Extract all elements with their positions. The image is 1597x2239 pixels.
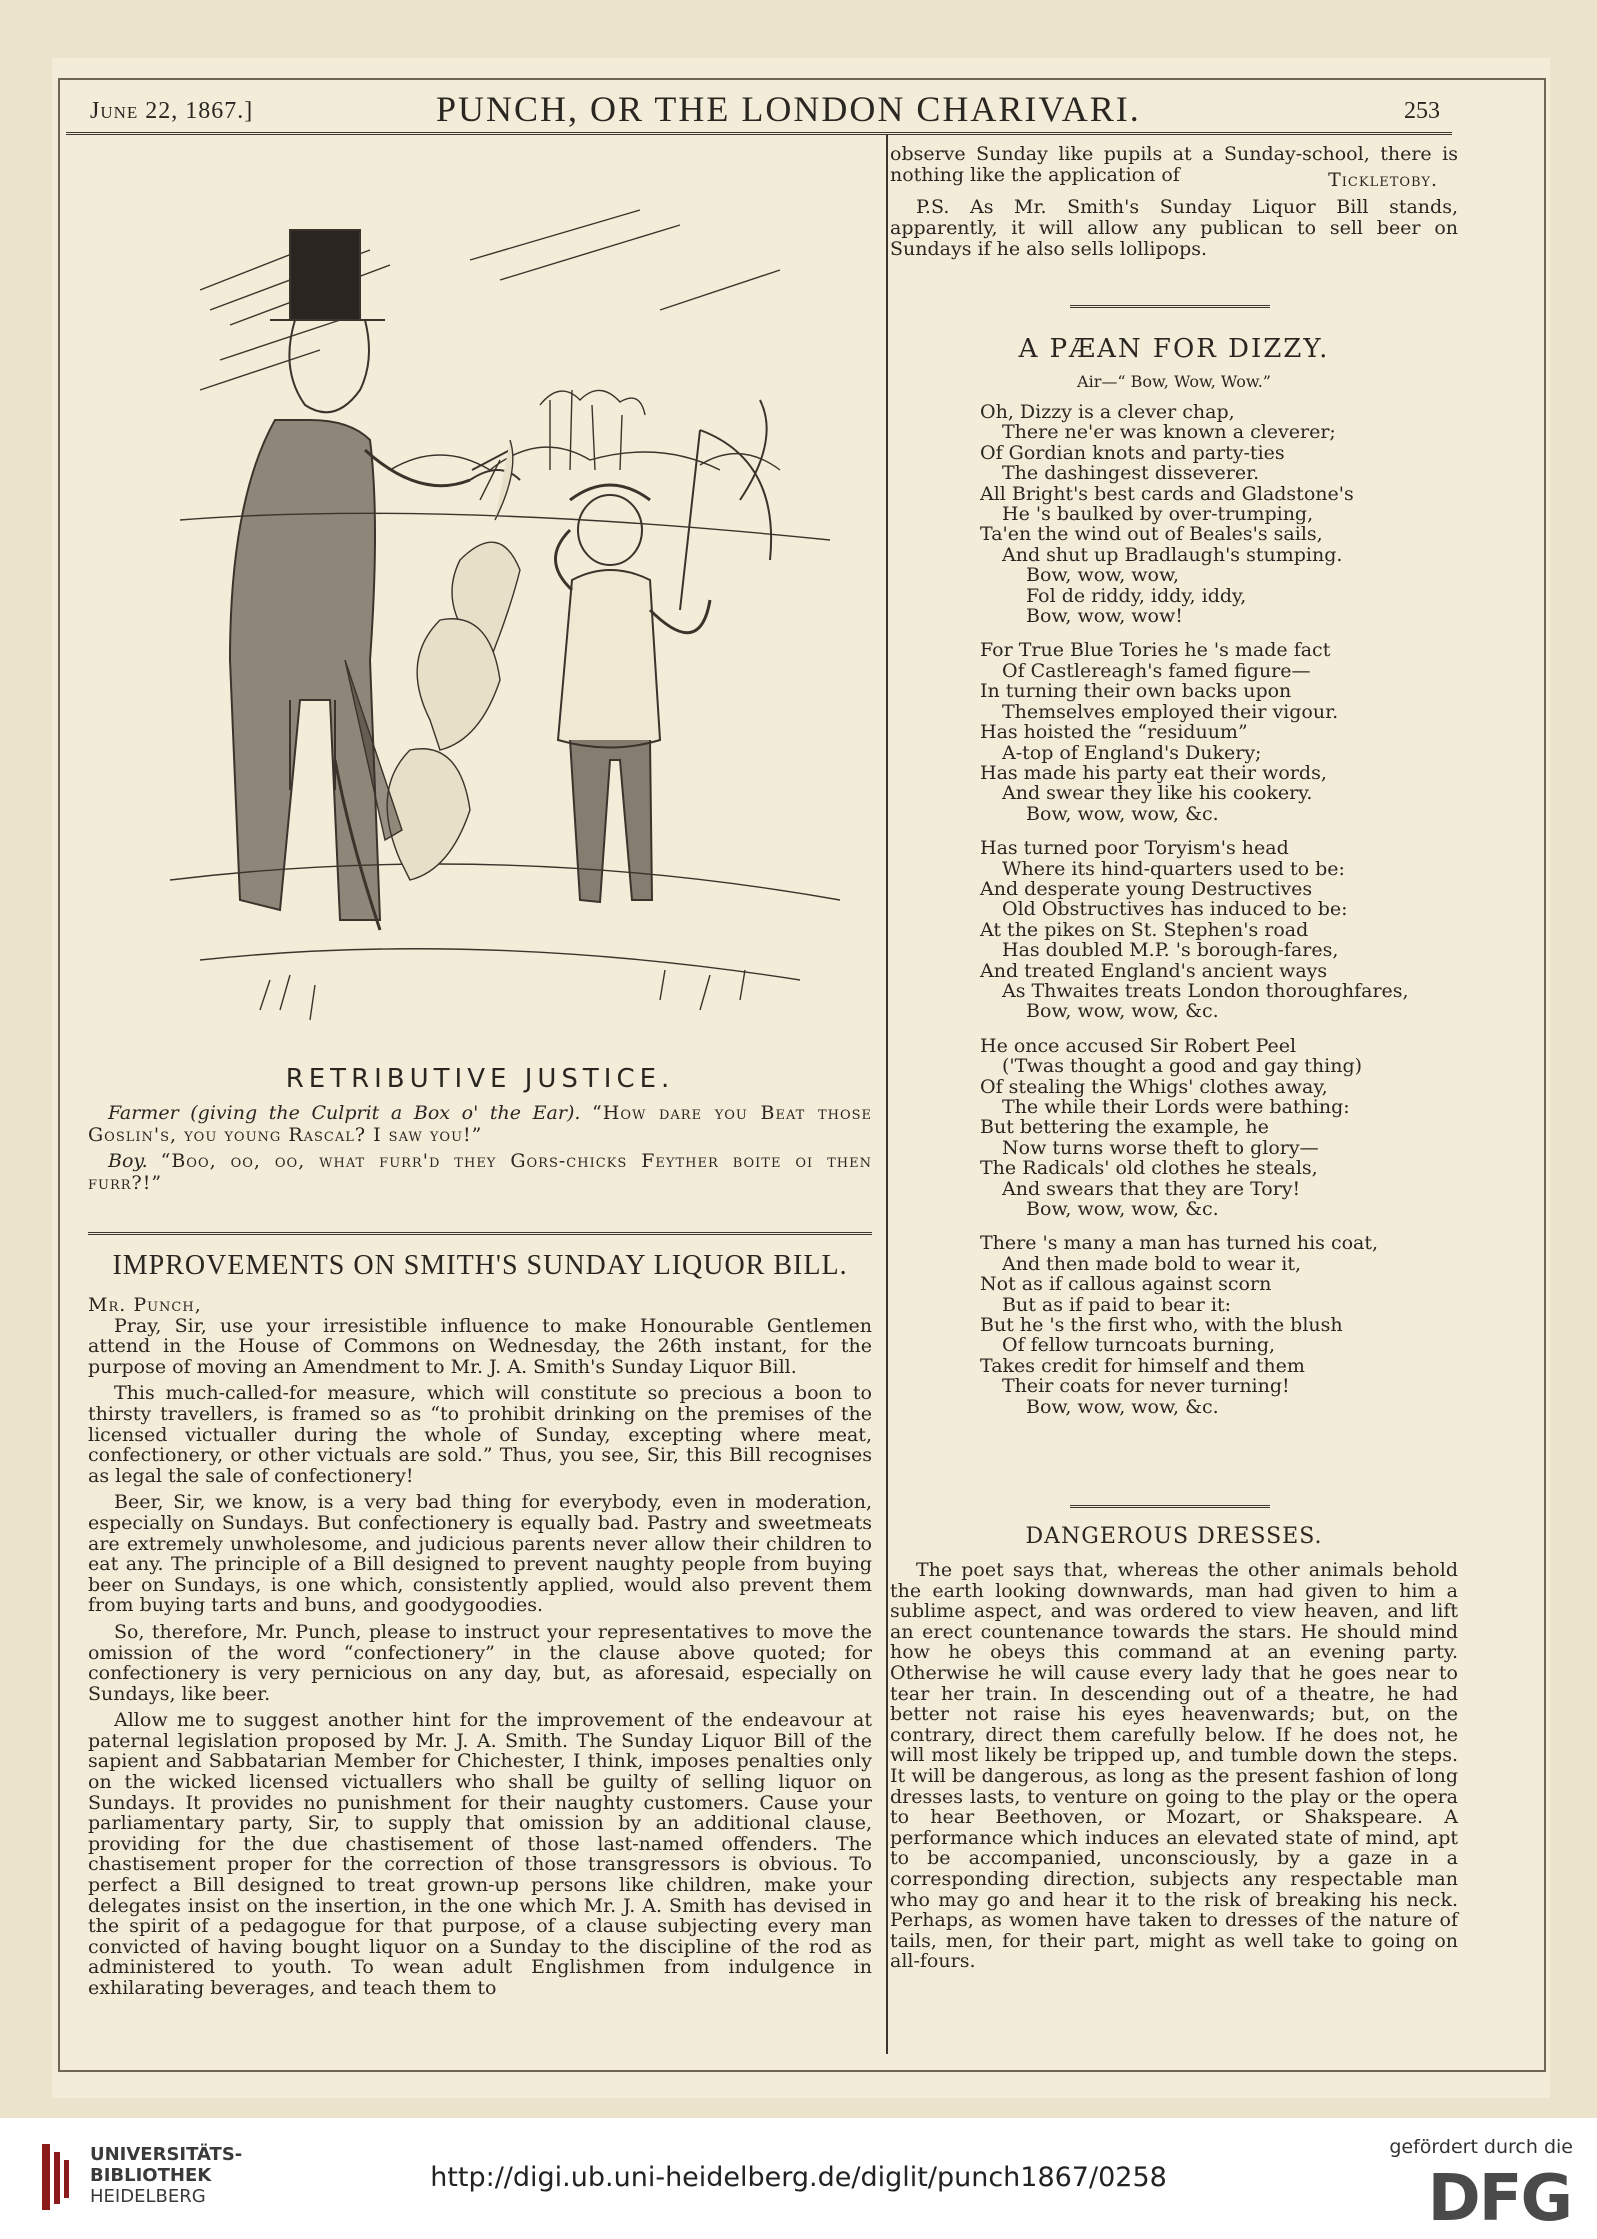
- poem-line: Their coats for never turning!: [1002, 1375, 1290, 1398]
- poem-line: Has doubled M.P. 's borough-fares,: [1002, 939, 1339, 962]
- poem-line: And swears that they are Tory!: [1002, 1177, 1301, 1200]
- poem-line: All Bright's best cards and Gladstone's: [980, 482, 1354, 505]
- poem-line: Ta'en the wind out of Beales's sails,: [980, 523, 1323, 546]
- article-paragraph: Pray, Sir, use your irresistible influence to make Honourable Gentlemen attend in the House of Commons on Wednesday, the 26th instant, for the purpose of moving an Amendment to Mr. J. A. Smith's Sunday Liquor Bill.: [88, 1314, 872, 1378]
- poem-line: Of Castlereagh's famed figure—: [1002, 659, 1311, 682]
- poem-line: And shut up Bradlaugh's stumping.: [1002, 543, 1343, 566]
- poem-line: Has hoisted the “residuum”: [980, 721, 1248, 744]
- poem-title: A PÆAN FOR DIZZY.: [1018, 334, 1330, 364]
- poem-line: Of stealing the Whigs' clothes away,: [980, 1075, 1328, 1098]
- poem-line: But bettering the example, he: [980, 1116, 1269, 1139]
- cartoon-illustration: [140, 140, 860, 1060]
- poem-line: Takes credit for himself and them: [980, 1354, 1305, 1377]
- poem-line: He 's baulked by over-trumping,: [1002, 503, 1314, 526]
- section-rule: [88, 1232, 872, 1235]
- poem-line: There 's many a man has turned his coat,: [980, 1232, 1379, 1255]
- poem-line: Now turns worse theft to glory—: [1002, 1136, 1319, 1159]
- postscript: P.S. As Mr. Smith's Sunday Liquor Bill stands, apparently, it will allow any publican to sell beer on Sundays if he also sells lollipops.: [890, 196, 1458, 260]
- poem-line: The while their Lords were bathing:: [1002, 1096, 1350, 1118]
- poem-line: For True Blue Tories he 's made fact: [980, 639, 1331, 662]
- poem-line: Bow, wow, wow, &c.: [1026, 1000, 1219, 1023]
- caption-boy: [88, 1150, 872, 1194]
- article-paragraph: This much-called-for measure, which will constitute so precious a boon to thirsty travellers, is framed so as “to prohibit drinking on the premises of the licensed victualler during the whole of Sunday, excepting where meat, confectionery, or other victuals are sold.” Thus, you see, Sir, this Bill recognises as legal the sale of confectionery!: [88, 1382, 872, 1487]
- funding-label: gefördert durch die: [1389, 2136, 1573, 2158]
- dresses-title: DANGEROUS DRESSES.: [1025, 1524, 1323, 1549]
- cartoon-caption: [88, 1102, 872, 1198]
- dresses-text: The poet says that, whereas the other animals behold the earth looking downwards, man had given to him a sublime aspect, and was ordered to view heaven, and lift an erect countenance towards the stars. He should mind how he obeys this command at an evening party. Otherwise he will cause every lady that he goes near to tear her train. In descending out of a theatre, he had better not raise his eyes heavenwards; but, on the contrary, direct them carefully below. If he does not, he will most likely be tripped up, and tumble down the steps. It will be dangerous, as long as the present fashion of long dresses lasts, to venture on going to the play or the opera to hear Beethoven, or Mozart, or Shakspeare. A performance which induces an elevated state of mind, apt to be accompanied, unconsciously, by a gaze in a corresponding direction, subjects any respectable man who may go and hear it to the risk of breaking his neck. Perhaps, as women have taken to dresses of the nature of tails, men, for their part, might as well take to going on all-fours.: [890, 1559, 1458, 1973]
- page-number: 253: [1404, 98, 1440, 124]
- poem-line: Not as if callous against scorn: [980, 1273, 1272, 1296]
- geese: [387, 440, 520, 880]
- poem-line: The dashingest disseverer.: [1002, 462, 1260, 485]
- poem-line: And swear they like his cookery.: [1002, 782, 1313, 805]
- caption-boy-line: “Boo, oo, oo, what furr'd they Gors-chicks Feyther boite oi then furr?!”: [88, 1150, 872, 1194]
- poem-line: At the pikes on St. Stephen's road: [980, 918, 1309, 941]
- caption-farmer: [88, 1102, 872, 1146]
- poem-stanza: [980, 402, 1450, 626]
- poem-line: Has made his party eat their words,: [980, 761, 1327, 784]
- column-divider: [886, 134, 888, 2054]
- poem-line: Bow, wow, wow, &c.: [1026, 1198, 1219, 1221]
- digitization-footer: [0, 2118, 1597, 2239]
- background-trees: [390, 390, 780, 470]
- running-head: [90, 88, 1440, 128]
- continued-text: observe Sunday like pupils at a Sunday-school, there is nothing like the application of: [890, 143, 1458, 186]
- poem-line: Bow, wow, wow, &c.: [1026, 802, 1219, 825]
- poem-line: A-top of England's Dukery;: [1002, 741, 1262, 764]
- article-signature: Tickletoby.: [1328, 169, 1438, 191]
- poem-line: In turning their own backs upon: [980, 680, 1292, 703]
- caption-speaker-boy: Boy.: [108, 1150, 148, 1172]
- permalink-url[interactable]: http://digi.ub.uni-heidelberg.de/diglit/punch1867/0258: [430, 2162, 1167, 2193]
- poem-line: Of fellow turncoats burning,: [1002, 1334, 1276, 1357]
- poem-line: But as if paid to bear it:: [1002, 1293, 1231, 1316]
- cartoon-title: RETRIBUTIVE JUSTICE.: [285, 1064, 675, 1094]
- poem-line: Themselves employed their vigour.: [1002, 700, 1339, 723]
- header-rule: [66, 132, 1452, 135]
- article-title: IMPROVEMENTS ON SMITH'S SUNDAY LIQUOR BILL.: [112, 1250, 848, 1281]
- article-salutation: Mr. Punch,: [88, 1294, 202, 1316]
- article-paragraph: Allow me to suggest another hint for the improvement of the endeavour at paternal legislation proposed by Mr. J. A. Smith. The Sunday Liquor Bill of the sapient and Sabbatarian Member for Chichester, I think, imposes penalties only on the wicked licensed victuallers who shall be guilty of selling liquor on Sundays. It provides no punishment for their naughty customers. Cause your parliamentary party, Sir, to supply that omission by an additional clause, providing for the due chastisement of those last-named offenders. The chastisement proper for the correction of those transgressors is obvious. To perfect a Bill designed to treat grown-up persons like children, make your delegates insist on the insertion, in the one which Mr. J. A. Smith has devised in the spirit of a pedagogue for that purpose, of a clause subjecting every man convicted of having bought liquor on a Sunday to the discipline of the rod as administered to youth. To wean adult Englishmen from indulgence in exhilarating beverages, and teach them to: [88, 1709, 872, 1999]
- article-paragraph: So, therefore, Mr. Punch, please to instruct your representatives to move the omission of the word “confectionery” in the clause above quoted; for confectionery is very pernicious on any day, but, as aforesaid, especially on Sundays, like beer.: [88, 1620, 872, 1705]
- sky-hatching: [200, 210, 780, 390]
- caption-speaker-farmer: Farmer (giving the Culprit a Box o' the Ear).: [108, 1102, 581, 1124]
- poem-line: There ne'er was known a cleverer;: [1002, 421, 1336, 444]
- article-body: [88, 1295, 872, 2005]
- poem-line: Bow, wow, wow!: [1026, 605, 1183, 628]
- poem-stanza: [980, 640, 1450, 824]
- dresses-body: [890, 1560, 1458, 1972]
- library-line-3: HEIDELBERG: [90, 2186, 206, 2207]
- poem-line: Of Gordian knots and party-ties: [980, 441, 1285, 464]
- poem-stanza: [980, 1036, 1450, 1220]
- poem-line: Bow, wow, wow,: [1026, 564, 1180, 587]
- library-line-1: UNIVERSITÄTS-: [90, 2144, 243, 2165]
- poem-stanza: [980, 1233, 1450, 1417]
- poem-line: And treated England's ancient ways: [980, 959, 1328, 982]
- short-rule: [1070, 1505, 1270, 1508]
- short-rule: [1070, 305, 1270, 308]
- library-line-2: BIBLIOTHEK: [90, 2165, 212, 2186]
- article-paragraph: Beer, Sir, we know, is a very bad thing for everybody, even in moderation, especially on Sundays. But confectionery is equally bad. Pastry and sweetmeats are extremely unwholesome, and judicious parents never allow their children to eat any. The principle of a Bill designed to prevent naughty people from buying beer on Sundays, is one which, consistently applied, would also prevent them from buying tarts and buns, and goodygoodies.: [88, 1491, 872, 1617]
- poem-line: ('Twas thought a good and gay thing): [1002, 1055, 1363, 1078]
- poem-air: Air—“ Bow, Wow, Wow.”: [1077, 372, 1271, 391]
- boy-figure: [555, 400, 771, 902]
- poem-body: [980, 402, 1450, 1431]
- poem-line: Bow, wow, wow, &c.: [1026, 1395, 1219, 1418]
- poem-line: As Thwaites treats London thoroughfares,: [1002, 979, 1409, 1002]
- poem-line: The Radicals' old clothes he steals,: [980, 1157, 1318, 1180]
- issue-date: June 22, 1867.]: [90, 98, 254, 124]
- publication-title: PUNCH, OR THE LONDON CHARIVARI.: [436, 89, 1141, 129]
- poem-line: Oh, Dizzy is a clever chap,: [980, 401, 1235, 423]
- poem-line: Has turned poor Toryism's head: [980, 837, 1289, 860]
- poem-line: And desperate young Destructives: [980, 877, 1313, 900]
- poem-line: But he 's the first who, with the blush: [980, 1314, 1343, 1337]
- poem-line: Where its hind-quarters used to be:: [1002, 857, 1345, 880]
- poem-line: Fol de riddy, iddy, iddy,: [1026, 584, 1247, 607]
- poem-stanza: [980, 838, 1450, 1022]
- poem-line: He once accused Sir Robert Peel: [980, 1034, 1297, 1057]
- caption-farmer-line: “How dare you Beat those Goslin's, you young Rascal? I saw you!”: [88, 1102, 872, 1146]
- poem-line: And then made bold to wear it,: [1002, 1252, 1302, 1275]
- article-continued: [890, 144, 1458, 266]
- poem-line: Old Obstructives has induced to be:: [1002, 898, 1348, 921]
- dfg-logo: DFG: [1427, 2162, 1571, 2236]
